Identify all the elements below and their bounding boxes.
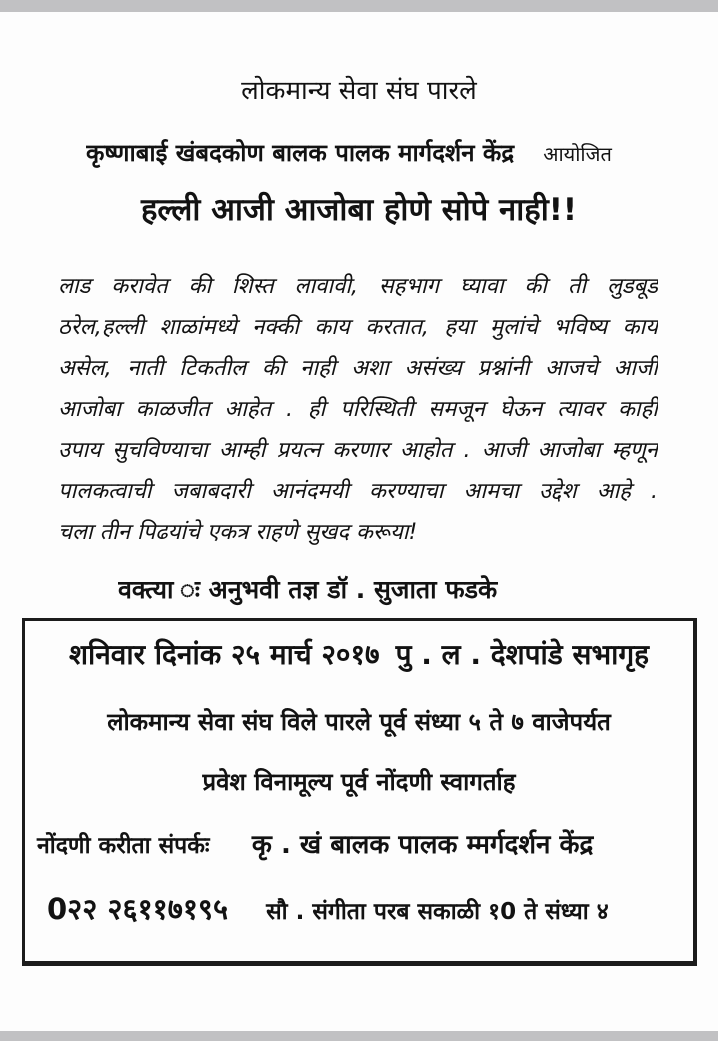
date-venue-line <box>25 635 693 673</box>
body-line: पालकत्वाची जबाबदारी आनंदमयी करण्याचा आमचा उद्देश आहे . <box>58 479 658 504</box>
event-date: शनिवार दिनांक २५ मार्च २०१७ <box>69 638 380 673</box>
registration-contact-line <box>25 825 697 861</box>
contact-center-name: कृ . खं बालक पालक म्मर्गदर्शन केंद्र <box>251 830 594 860</box>
contact-label: नोंदणी करीता संपर्कः <box>37 833 210 859</box>
event-details-box <box>22 618 697 966</box>
contact-person-hours: सौ . संगीता परब सकाळी १0 ते संध्या ४ <box>266 899 609 925</box>
body-line: चला तीन पिढयांचे एकत्र राहणे सुखद करूया! <box>58 520 418 545</box>
organized-by-label: आयोजित <box>543 142 612 166</box>
scan-edge-bar-top <box>0 0 718 12</box>
center-name-row <box>86 136 686 169</box>
scan-edge-bar-bottom <box>0 1031 718 1041</box>
event-headline: हल्ली आजी आजोबा होणे सोपे नाही!! <box>140 192 578 228</box>
body-line: असेल, नाती टिकतील की नाही अशा असंख्य प्रश्नांनी आजचे आजी <box>58 356 658 381</box>
body-line: ठरेल,हल्ली शाळांमध्ये नक्की काय करतात, हया मुलांचे भविष्य काय <box>58 315 658 340</box>
body-line: लाड करावेत की शिस्त लावावी, सहभाग घ्यावा की ती लुडबूड <box>58 274 658 299</box>
center-name: कृष्णाबाई खंबदकोण बालक पालक मार्गदर्शन केंद्र <box>86 139 528 169</box>
speaker-line: वक्त्या ः अनुभवी तज्ञ डॉ . सुजाता फडके <box>118 575 498 604</box>
phone-number: 0२२ २६११७१९५ <box>47 892 246 928</box>
location-time-line: लोकमान्य सेवा संघ विले पारले पूर्व संध्या ५ ते ७ वाजेपर्यत <box>107 708 611 736</box>
phone-line <box>25 889 697 928</box>
event-venue: पु . ल . देशपांडे सभागृह <box>396 638 649 673</box>
entry-registration-line: प्रवेश विनामूल्य पूर्व नोंदणी स्वागर्ताह <box>202 768 516 796</box>
organization-title: लोकमान्य सेवा संघ पारले <box>241 76 477 106</box>
body-line: आजोबा काळजीत आहेत . ही परिस्थिती समजून घेऊन त्यावर काही <box>58 397 658 422</box>
body-paragraph <box>58 266 658 553</box>
body-line: उपाय सुचविण्याचा आम्ही प्रयत्न करणार आहोत . आजी आजोबा म्हणून <box>58 438 658 463</box>
